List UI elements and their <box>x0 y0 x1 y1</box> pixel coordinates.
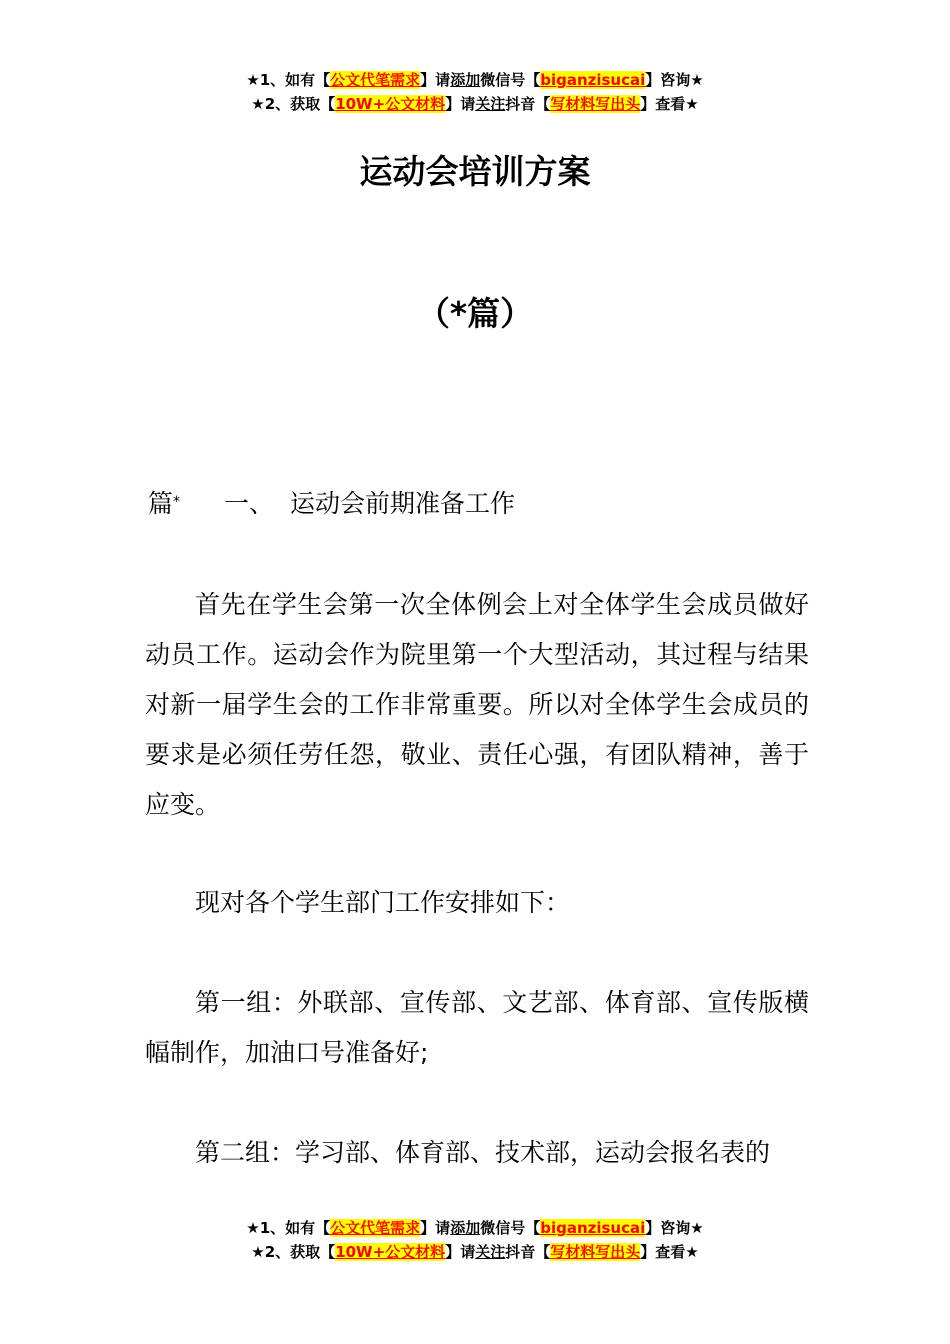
promo-emphasis: 关注 <box>475 95 506 113</box>
section-number: 一、 <box>224 489 275 518</box>
promo-text: ★1、如有【 <box>246 1219 331 1237</box>
promo-highlight: 公文代笔需求 <box>330 1219 421 1237</box>
body-paragraph: 现对各个学生部门工作安排如下： <box>195 888 571 917</box>
promo-highlight: biganzisucai <box>540 71 646 89</box>
section-heading <box>148 486 515 522</box>
header-promo-banner <box>0 68 950 116</box>
promo-text: 】查看★ <box>640 1243 699 1261</box>
promo-text: ★2、获取【 <box>251 95 336 113</box>
promo-line-1 <box>0 68 950 92</box>
section-label: 篇 <box>148 489 174 518</box>
promo-text: 微信号【 <box>480 1219 541 1237</box>
document-title: 运动会培训方案 <box>359 152 591 191</box>
document-subtitle: （*篇） <box>416 294 534 333</box>
promo-text: ★1、如有【 <box>246 71 331 89</box>
promo-text: 微信号【 <box>480 71 541 89</box>
promo-highlight: 写材料写出头 <box>550 1243 641 1261</box>
promo-highlight: 10W+公文材料 <box>335 95 446 113</box>
promo-text: 抖音【 <box>505 95 551 113</box>
promo-highlight: 写材料写出头 <box>550 95 641 113</box>
footer-promo-banner <box>0 1216 950 1264</box>
promo-emphasis: 关注 <box>475 1243 506 1261</box>
promo-text: ★2、获取【 <box>251 1243 336 1261</box>
body-paragraph: 首先在学生会第一次全体例会上对全体学生会成员做好动员工作。运动会作为院里第一个大型活动，其过程与结果对新一届学生会的工作非常重要。所以对全体学生会成员的要求是必须任劳任怨，敬业、责任心强，有团队精神，善于应变。 <box>145 590 809 819</box>
promo-text: 】咨询★ <box>645 71 704 89</box>
promo-text: 】请 <box>445 95 476 113</box>
section-label-mark: * <box>173 494 181 510</box>
body-paragraph: 第二组：学习部、体育部、技术部，运动会报名表的 <box>195 1138 771 1167</box>
promo-text: 】请 <box>445 1243 476 1261</box>
promo-line-2 <box>0 92 950 116</box>
promo-highlight: biganzisucai <box>540 1219 646 1237</box>
promo-text: 抖音【 <box>505 1243 551 1261</box>
promo-text: 】咨询★ <box>645 1219 704 1237</box>
promo-line-1 <box>0 1216 950 1240</box>
promo-text: 】查看★ <box>640 95 699 113</box>
promo-highlight: 10W+公文材料 <box>335 1243 446 1261</box>
promo-line-2 <box>0 1240 950 1264</box>
promo-highlight: 公文代笔需求 <box>330 71 421 89</box>
promo-emphasis: 添加 <box>450 1219 481 1237</box>
promo-text: 】请 <box>420 71 451 89</box>
body-paragraph: 第一组：外联部、宣传部、文艺部、体育部、宣传版横幅制作，加油口号准备好; <box>145 988 809 1067</box>
section-heading-text: 运动会前期准备工作 <box>290 489 516 518</box>
promo-emphasis: 添加 <box>450 71 481 89</box>
promo-text: 】请 <box>420 1219 451 1237</box>
